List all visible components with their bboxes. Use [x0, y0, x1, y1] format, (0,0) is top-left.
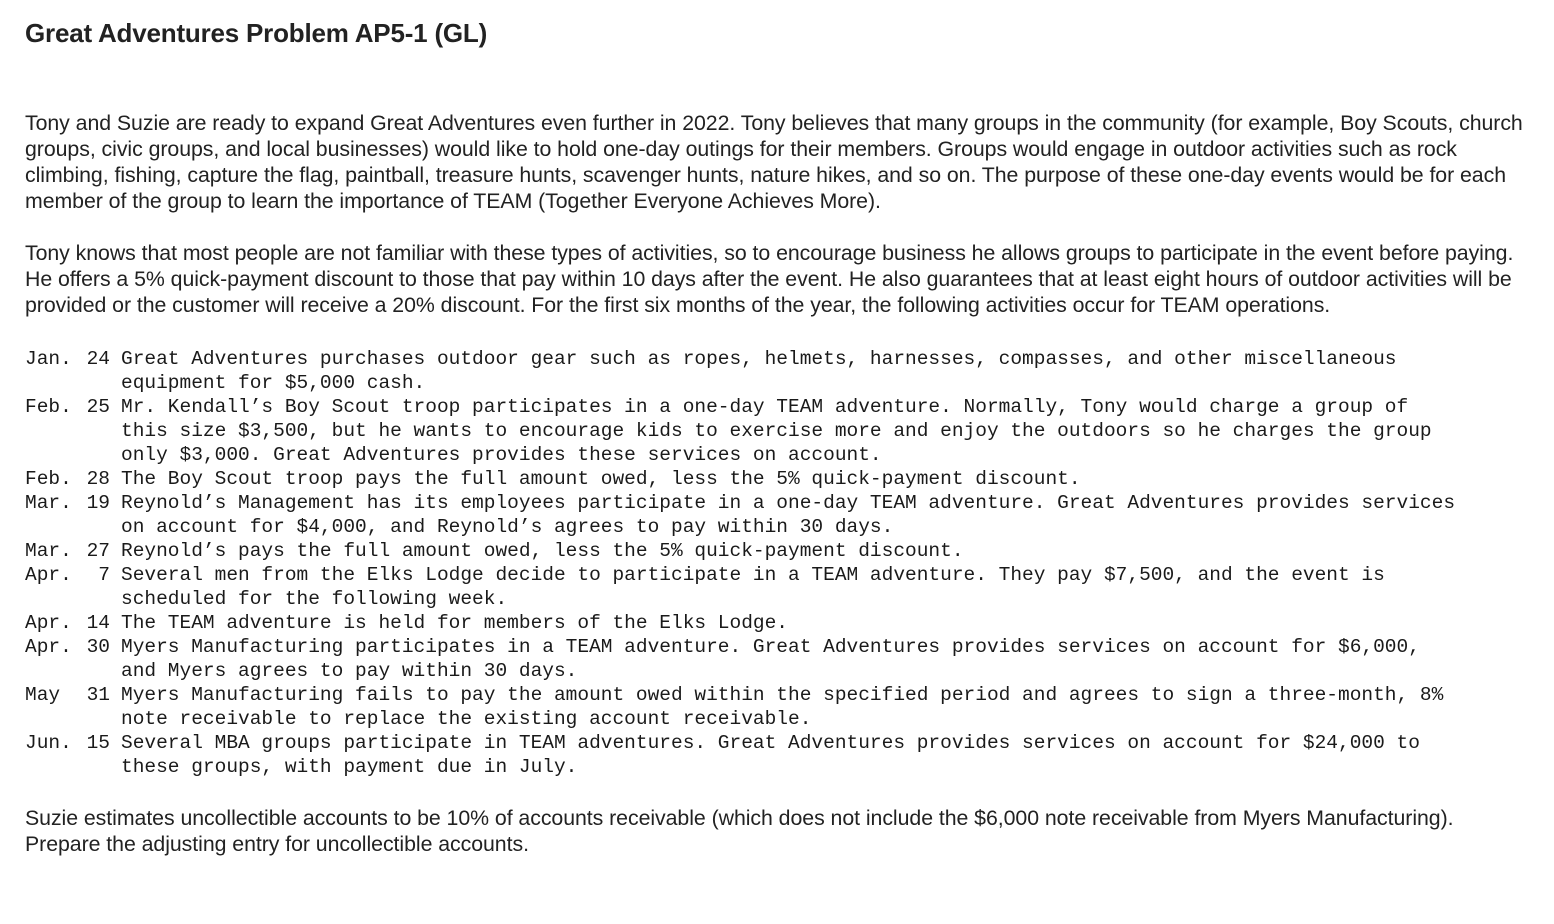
entry-text: The Boy Scout troop pays the full amount owed, less the 5% quick-payment discount. — [121, 468, 1081, 490]
entry-month: Apr. — [25, 636, 72, 658]
entry-month: Mar. — [25, 540, 72, 562]
transaction-entry — [25, 683, 1465, 731]
entry-month: Jan. — [25, 348, 72, 370]
entry-text: Mr. Kendall’s Boy Scout troop participates in a one-day TEAM adventure. Normally, Tony would charge a group of this size $3,500, but he wants to encourage kids to exercise more and enjoy the outdoors so he charges the group only $3,000. Great Adventures provides these services on account. — [121, 396, 1432, 466]
entry-month: Apr. — [25, 564, 72, 586]
entry-month: Feb. — [25, 396, 72, 418]
entry-text: The TEAM adventure is held for members of the Elks Lodge. — [121, 612, 789, 634]
transaction-entry — [25, 731, 1465, 779]
page-title: Great Adventures Problem AP5-1 (GL) — [25, 18, 488, 48]
entry-day: 15 — [86, 732, 110, 754]
entry-day: 27 — [86, 540, 110, 562]
entry-month: Feb. — [25, 468, 72, 490]
intro-paragraph: Tony and Suzie are ready to expand Great Adventures even further in 2022. Tony believes that many groups in the community (for example, Boy Scouts, church groups, civic groups, and local businesses) would like to hold one-day outings for their members. Groups would engage in outdoor activities such as rock climbing, fishing, capture the flag, paintball, treasure hunts, scavenger hunts, nature hikes, and so on. The purpose of these one-day events would be for each member of the group to learn the importance of TEAM (Together Everyone Achieves More). — [25, 111, 1523, 213]
instruction-paragraph: Suzie estimates uncollectible accounts to be 10% of accounts receivable (which does not include the $6,000 note receivable from Myers Manufacturing). Prepare the adjusting entry for uncollectible accounts. — [25, 806, 1454, 856]
transaction-entry — [25, 635, 1465, 683]
transaction-entry — [25, 491, 1465, 539]
entry-month: Mar. — [25, 492, 72, 514]
entry-day: 19 — [86, 492, 110, 514]
transaction-entry — [25, 467, 1465, 491]
entry-text: Reynold’s Management has its employees participate in a one-day TEAM adventure. Great Adventures provides services on account for $4,000, and Reynold’s agrees to pay within 30 days. — [121, 492, 1456, 538]
entry-day: 30 — [86, 636, 110, 658]
entry-text: Several MBA groups participate in TEAM adventures. Great Adventures provides services on account for $24,000 to these groups, with payment due in July. — [121, 732, 1420, 778]
entry-day: 31 — [86, 684, 110, 706]
transaction-entry — [25, 347, 1465, 395]
transaction-entry — [25, 611, 1465, 635]
entry-text: Several men from the Elks Lodge decide to participate in a TEAM adventure. They pay $7,500, and the event is scheduled for the following week. — [121, 564, 1385, 610]
entry-day: 14 — [86, 612, 110, 634]
entry-month: May — [25, 684, 61, 706]
transaction-list — [25, 347, 1465, 779]
entry-month: Apr. — [25, 612, 72, 634]
transaction-entry — [25, 395, 1465, 467]
entry-day: 28 — [86, 468, 110, 490]
entry-text: Reynold’s pays the full amount owed, less the 5% quick-payment discount. — [121, 540, 964, 562]
transaction-entry — [25, 539, 1465, 563]
entry-day: 24 — [86, 348, 110, 370]
policy-paragraph: Tony knows that most people are not familiar with these types of activities, so to encourage business he allows groups to participate in the event before paying. He offers a 5% quick-payment discount to those that pay within 10 days after the event. He also guarantees that at least eight hours of outdoor activities will be provided or the customer will receive a 20% discount. For the first six months of the year, the following activities occur for TEAM operations. — [25, 241, 1514, 317]
transaction-entry — [25, 563, 1465, 611]
entry-text: Myers Manufacturing participates in a TEAM adventure. Great Adventures provides services on account for $6,000, and Myers agrees to pay within 30 days. — [121, 636, 1420, 682]
entry-month: Jun. — [25, 732, 72, 754]
entry-text: Myers Manufacturing fails to pay the amount owed within the specified period and agrees to sign a three-month, 8% note receivable to replace the existing account receivable. — [121, 684, 1444, 730]
entry-day: 25 — [86, 396, 110, 418]
entry-text: Great Adventures purchases outdoor gear such as ropes, helmets, harnesses, compasses, and other miscellaneous equipment for $5,000 cash. — [121, 348, 1397, 394]
entry-day: 7 — [98, 564, 110, 586]
